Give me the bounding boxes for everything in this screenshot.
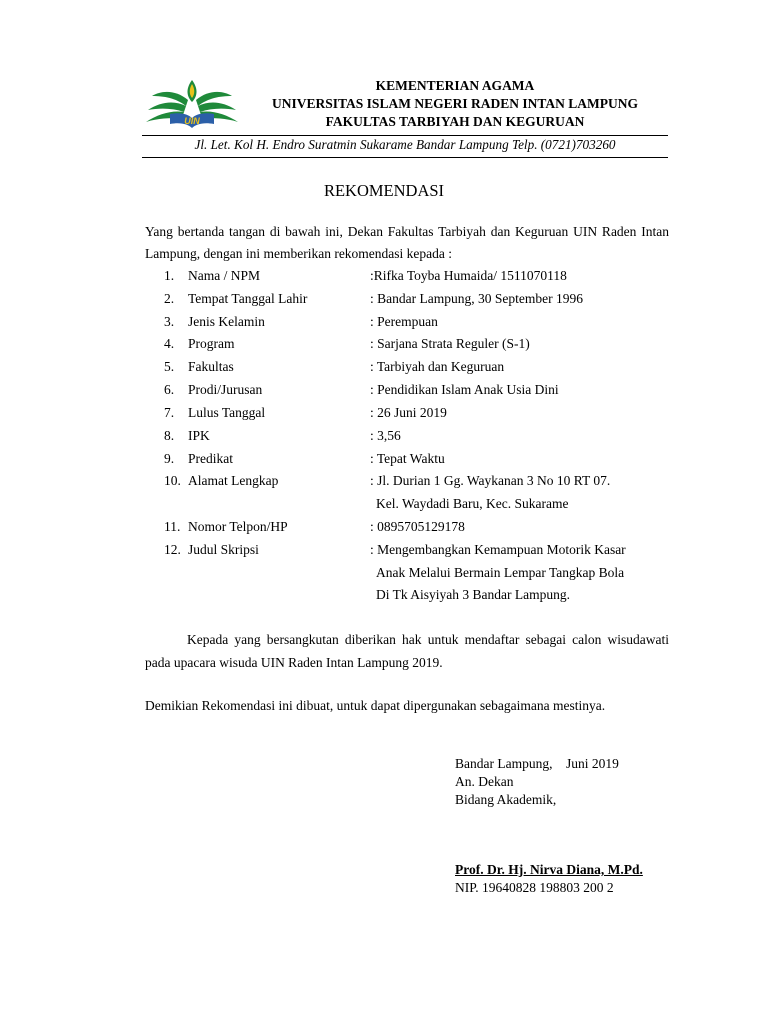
signature-place-date: Bandar Lampung, Juni 2019 (455, 756, 619, 771)
item-number: 2. (164, 291, 175, 306)
item-label: IPK (188, 428, 210, 443)
letterhead-divider-bottom (142, 157, 668, 158)
item-value: : Sarjana Strata Reguler (S-1) (370, 336, 530, 351)
item-value: : Pendidikan Islam Anak Usia Dini (370, 382, 559, 397)
signer-nip: NIP. 19640828 198803 200 2 (455, 880, 614, 895)
item-value: : 3,56 (370, 428, 401, 443)
item-number: 9. (164, 451, 175, 466)
signer-name: Prof. Dr. Hj. Nirva Diana, M.Pd. (455, 862, 643, 877)
signature-position: An. Dekan (455, 774, 514, 789)
item-value: :Rifka Toyba Humaida/ 1511070118 (370, 268, 567, 283)
item-number: 3. (164, 314, 175, 329)
item-number: 10. (164, 473, 181, 488)
item-value: : Perempuan (370, 314, 438, 329)
university-name: UNIVERSITAS ISLAM NEGERI RADEN INTAN LAMPUNG (272, 96, 638, 111)
ministry-name: KEMENTERIAN AGAMA (375, 78, 535, 93)
item-value-continued: Anak Melalui Bermain Lempar Tangkap Bola (376, 565, 625, 580)
item-value: : 0895705129178 (370, 519, 465, 534)
faculty-name: FAKULTAS TARBIYAH DAN KEGURUAN (325, 114, 585, 129)
item-label: Predikat (188, 451, 233, 466)
item-value: : 26 Juni 2019 (370, 405, 447, 420)
letterhead-divider-top (142, 135, 668, 136)
item-number: 8. (164, 428, 175, 443)
intro-paragraph: Yang bertanda tangan di bawah ini, Dekan Fakultas Tarbiyah dan Keguruan UIN Raden Intan Lampung, dengan ini memberikan rekomendasi kepada : (145, 224, 669, 261)
item-value-continued: Di Tk Aisyiyah 3 Bandar Lampung. (376, 587, 570, 602)
body-paragraph: Kepada yang bersangkutan diberikan hak untuk mendaftar sebagai calon wisudawati pada upacara wisuda UIN Raden Intan Lampung 2019. (145, 632, 669, 670)
item-value: : Bandar Lampung, 30 September 1996 (370, 291, 583, 306)
letterhead-address: Jl. Let. Kol H. Endro Suratmin Sukarame Bandar Lampung Telp. (0721)703260 (194, 137, 616, 152)
signature-position-detail: Bidang Akademik, (455, 792, 557, 807)
item-label: Lulus Tanggal (188, 405, 266, 420)
letterhead-text (240, 77, 670, 131)
item-label: Jenis Kelamin (188, 314, 265, 329)
closing-paragraph: Demikian Rekomendasi ini dibuat, untuk dapat dipergunakan sebagaimana mestinya. (145, 698, 606, 713)
item-label: Nama / NPM (188, 268, 260, 283)
item-value: : Mengembangkan Kemampuan Motorik Kasar (370, 542, 626, 557)
item-label: Program (188, 336, 235, 351)
item-label: Judul Skripsi (188, 542, 259, 557)
item-number: 5. (164, 359, 175, 374)
item-number: 1. (164, 268, 175, 283)
item-number: 6. (164, 382, 175, 397)
item-number: 11. (164, 519, 181, 534)
item-label: Prodi/Jurusan (188, 382, 263, 397)
document-title: REKOMENDASI (323, 181, 445, 200)
item-label: Alamat Lengkap (188, 473, 279, 488)
item-label: Tempat Tanggal Lahir (188, 291, 308, 306)
logo-text: UIN (184, 116, 200, 126)
signature-block (455, 755, 695, 809)
item-value-continued: Kel. Waydadi Baru, Kec. Sukarame (376, 496, 569, 511)
item-value: : Tarbiyah dan Keguruan (370, 359, 505, 374)
item-value: : Jl. Durian 1 Gg. Waykanan 3 No 10 RT 07. (370, 473, 611, 488)
item-label: Nomor Telpon/HP (188, 519, 288, 534)
university-logo (142, 78, 242, 132)
item-number: 4. (164, 336, 175, 351)
item-label: Fakultas (188, 359, 234, 374)
item-value: : Tepat Waktu (370, 451, 445, 466)
item-number: 7. (164, 405, 175, 420)
item-number: 12. (164, 542, 181, 557)
